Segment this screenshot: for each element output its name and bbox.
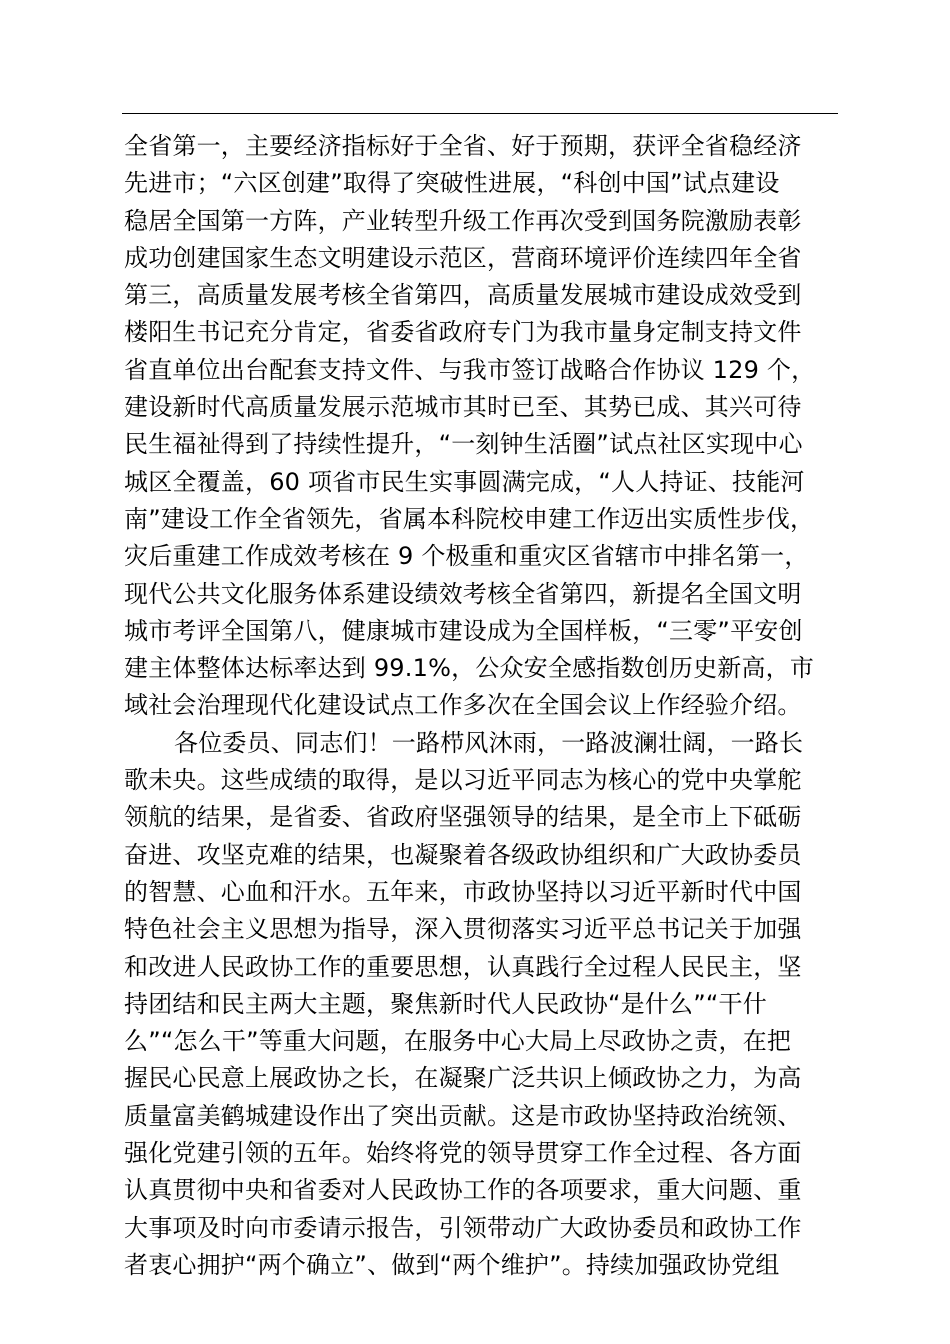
text-line: 稳居全国第一方阵，产业转型升级工作再次受到国务院激励表彰 [124,206,802,235]
text-line: 认真贯彻中央和省委对人民政协工作的各项要求，重大问题、重 [124,1176,802,1205]
text-line: 民生福祉得到了持续性提升，“一刻钟生活圈”试点社区实现中心 [124,430,803,459]
text-line: 楼阳生书记充分肯定，省委省政府专门为我市量身定制支持文件 [124,318,802,347]
text-line: 持团结和民主两大主题，聚焦新时代人民政协“是什么”“干什 [124,989,767,1018]
paragraph-start-line: 各位委员、同志们！一路栉风沐雨，一路波澜壮阔，一路长 [174,728,804,757]
text-line: 领航的结果，是省委、省政府坚强领导的结果，是全市上下砥砺 [124,803,802,832]
text-line: 么”“怎么干”等重大问题，在服务中心大局上尽政协之责，在把 [124,1027,792,1056]
text-line: 建设新时代高质量发展示范城市其时已至、其势已成、其兴可待 [124,393,802,422]
text-line: 省直单位出台配套支持文件、与我市签订战略合作协议 129 个， [124,355,816,384]
text-line: 现代公共文化服务体系建设绩效考核全省第四，新提名全国文明 [124,579,802,608]
text-line: 和改进人民政协工作的重要思想，认真践行全过程人民民主，坚 [124,952,802,981]
text-line: 握民心民意上展政协之长，在凝聚广泛共识上倾政协之力，为高 [124,1064,802,1093]
text-line: 建主体整体达标率达到 99.1%，公众安全感指数创历史新高，市 [124,654,815,683]
text-line: 特色社会主义思想为指导，深入贯彻落实习近平总书记关于加强 [124,915,802,944]
text-line: 的智慧、心血和汗水。五年来，市政协坚持以习近平新时代中国 [124,877,802,906]
text-line: 灾后重建工作成效考核在 9 个极重和重灾区省辖市中排名第一， [124,542,809,571]
text-line: 歌未央。这些成绩的取得，是以习近平同志为核心的党中央掌舵 [124,766,802,795]
text-line: 城区全覆盖，60 项省市民生实事圆满完成，“人人持证、技能河 [124,467,805,496]
text-line: 者衷心拥护“两个确立”、做到“两个维护”。持续加强政协党组 [124,1250,780,1279]
text-line: 城市考评全国第八，健康城市建设成为全国样板，“三零”平安创 [124,616,803,645]
text-line: 先进市；“六区创建”取得了突破性进展，“科创中国”试点建设 [124,169,780,198]
body-text [124,128,864,1284]
text-line: 成功创建国家生态文明建设示范区，营商环境评价连续四年全省 [124,243,802,272]
header-rule [122,113,838,114]
text-line: 大事项及时向市委请示报告，引领带动广大政协委员和政协工作 [124,1213,802,1242]
text-line: 奋进、攻坚克难的结果，也凝聚着各级政协组织和广大政协委员 [124,840,802,869]
text-line: 质量富美鹤城建设作出了突出贡献。这是市政协坚持政治统领、 [124,1101,802,1130]
text-line: 强化党建引领的五年。始终将党的领导贯穿工作全过程、各方面 [124,1139,802,1168]
text-line: 南”建设工作全省领先，省属本科院校申建工作迈出实质性步伐， [124,504,815,533]
text-line: 全省第一，主要经济指标好于全省、好于预期，获评全省稳经济 [124,132,802,160]
text-line: 域社会治理现代化建设试点工作多次在全国会议上作经验介绍。 [124,691,802,720]
text-line: 第三，高质量发展考核全省第四，高质量发展城市建设成效受到 [124,281,802,310]
